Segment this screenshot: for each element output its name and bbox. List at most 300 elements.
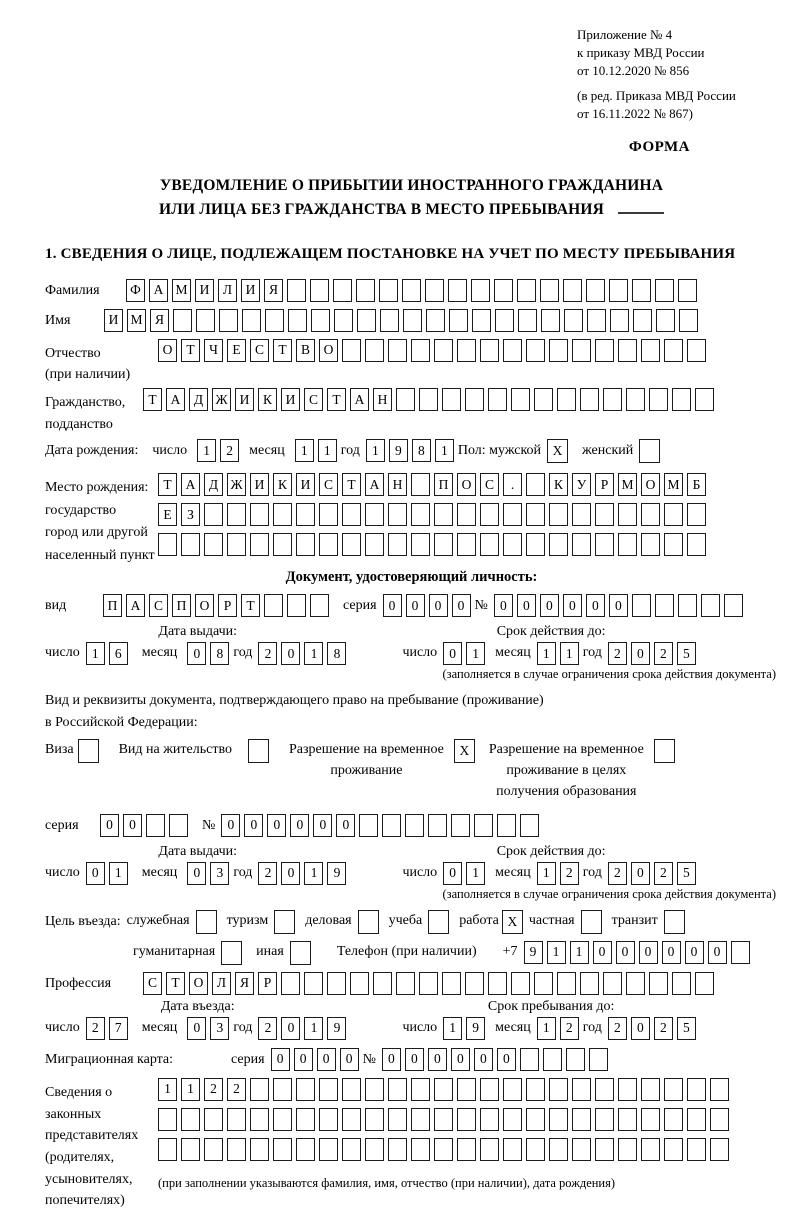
cell-box[interactable]: 8 [412,439,431,462]
cell-box[interactable] [679,309,698,332]
cell-box[interactable]: А [166,388,185,411]
cell-box[interactable]: А [350,388,369,411]
cell-box[interactable] [457,1078,476,1101]
cell-box[interactable]: 2 [258,642,277,665]
cell-box[interactable]: 0 [708,941,727,964]
cell-box[interactable] [319,503,338,526]
cell-box[interactable]: 0 [221,814,240,837]
cell-box[interactable] [411,503,430,526]
cell-box[interactable] [678,594,697,617]
cell-box[interactable] [342,1138,361,1161]
cell-box[interactable] [488,972,507,995]
cell-box[interactable]: 0 [428,1048,447,1071]
cell-box[interactable]: 0 [443,862,462,885]
cell-box[interactable]: 0 [540,594,559,617]
cell-box[interactable] [724,594,743,617]
cell-box[interactable] [595,503,614,526]
cell-box[interactable] [204,1138,223,1161]
cell-box[interactable] [534,388,553,411]
cell-box[interactable] [388,339,407,362]
cell-box[interactable]: 2 [258,1017,277,1040]
cell-box[interactable]: 0 [123,814,142,837]
cell-box[interactable] [356,279,375,302]
cell-box[interactable] [411,533,430,556]
cell-box[interactable] [465,388,484,411]
cell-box[interactable] [319,533,338,556]
cell-box[interactable]: Т [273,339,292,362]
cell-box[interactable]: 1 [435,439,454,462]
cell-box[interactable] [281,972,300,995]
cell-box[interactable] [388,1078,407,1101]
cell-box[interactable] [480,1078,499,1101]
cell-box[interactable] [572,1138,591,1161]
purpose-tourism-checkbox[interactable] [274,910,295,934]
cell-box[interactable]: 0 [317,1048,336,1071]
cell-box[interactable] [664,1078,683,1101]
cell-box[interactable] [219,309,238,332]
cell-box[interactable] [618,533,637,556]
cell-box[interactable]: Б [687,473,706,496]
cell-box[interactable] [520,1048,539,1071]
temp-residence-checkbox[interactable]: X [454,739,475,763]
cell-box[interactable] [342,1078,361,1101]
cell-box[interactable] [388,1138,407,1161]
cell-box[interactable] [419,388,438,411]
cell-box[interactable] [518,309,537,332]
cell-box[interactable]: Л [212,972,231,995]
cell-box[interactable]: 2 [560,862,579,885]
cell-box[interactable]: 1 [197,439,216,462]
cell-box[interactable] [242,309,261,332]
cell-box[interactable]: 8 [327,642,346,665]
cell-box[interactable] [649,972,668,995]
cell-box[interactable] [587,309,606,332]
cell-box[interactable] [296,533,315,556]
cell-box[interactable] [434,339,453,362]
cell-box[interactable] [411,473,430,496]
cell-box[interactable] [710,1138,729,1161]
cell-box[interactable] [603,388,622,411]
cell-box[interactable] [494,279,513,302]
cell-box[interactable] [442,972,461,995]
cell-box[interactable] [586,279,605,302]
cell-box[interactable] [549,1108,568,1131]
cell-box[interactable] [402,279,421,302]
cell-box[interactable] [342,503,361,526]
cell-box[interactable]: С [304,388,323,411]
cell-box[interactable]: С [143,972,162,995]
cell-box[interactable] [169,814,188,837]
cell-box[interactable]: 0 [429,594,448,617]
cell-box[interactable] [434,533,453,556]
cell-box[interactable]: 1 [443,1017,462,1040]
cell-box[interactable] [664,339,683,362]
cell-box[interactable]: 0 [474,1048,493,1071]
cell-box[interactable] [564,309,583,332]
cell-box[interactable] [503,1108,522,1131]
cell-box[interactable] [480,1108,499,1131]
cell-box[interactable]: А [149,279,168,302]
cell-box[interactable]: И [195,279,214,302]
cell-box[interactable] [457,503,476,526]
cell-box[interactable] [411,1108,430,1131]
cell-box[interactable] [580,972,599,995]
cell-box[interactable] [595,1138,614,1161]
cell-box[interactable] [664,503,683,526]
cell-box[interactable] [457,1108,476,1131]
cell-box[interactable] [465,972,484,995]
cell-box[interactable] [633,309,652,332]
cell-box[interactable] [319,1108,338,1131]
cell-box[interactable] [426,309,445,332]
cell-box[interactable]: 9 [524,941,543,964]
cell-box[interactable]: З [181,503,200,526]
cell-box[interactable] [610,309,629,332]
cell-box[interactable] [649,388,668,411]
cell-box[interactable] [641,1078,660,1101]
purpose-study-checkbox[interactable] [428,910,449,934]
cell-box[interactable] [403,309,422,332]
cell-box[interactable] [480,533,499,556]
cell-box[interactable] [695,972,714,995]
cell-box[interactable] [396,388,415,411]
cell-box[interactable] [428,814,447,837]
cell-box[interactable] [541,309,560,332]
cell-box[interactable]: Н [388,473,407,496]
cell-box[interactable] [250,533,269,556]
cell-box[interactable]: М [618,473,637,496]
cell-box[interactable]: О [195,594,214,617]
purpose-other-checkbox[interactable] [290,941,311,965]
cell-box[interactable] [333,279,352,302]
cell-box[interactable] [618,1138,637,1161]
cell-box[interactable] [618,1108,637,1131]
cell-box[interactable] [678,279,697,302]
cell-box[interactable] [618,1078,637,1101]
cell-box[interactable] [572,339,591,362]
cell-box[interactable]: 0 [187,862,206,885]
cell-box[interactable] [319,1138,338,1161]
cell-box[interactable]: Е [227,339,246,362]
cell-box[interactable] [227,1108,246,1131]
cell-box[interactable] [641,339,660,362]
cell-box[interactable] [311,309,330,332]
cell-box[interactable]: И [281,388,300,411]
cell-box[interactable] [480,1138,499,1161]
cell-box[interactable] [204,503,223,526]
cell-box[interactable] [526,339,545,362]
cell-box[interactable] [448,279,467,302]
cell-box[interactable] [287,594,306,617]
cell-box[interactable] [365,1138,384,1161]
cell-box[interactable]: 0 [383,594,402,617]
cell-box[interactable] [664,533,683,556]
cell-box[interactable]: М [172,279,191,302]
cell-box[interactable] [687,1108,706,1131]
cell-box[interactable] [595,339,614,362]
visa-checkbox[interactable] [78,739,99,763]
female-checkbox[interactable] [639,439,660,463]
cell-box[interactable] [357,309,376,332]
cell-box[interactable] [589,1048,608,1071]
cell-box[interactable] [304,972,323,995]
cell-box[interactable]: 0 [662,941,681,964]
cell-box[interactable] [563,279,582,302]
cell-box[interactable] [641,1108,660,1131]
cell-box[interactable]: 2 [608,862,627,885]
cell-box[interactable] [310,279,329,302]
cell-box[interactable]: 0 [593,941,612,964]
cell-box[interactable]: 8 [210,642,229,665]
cell-box[interactable]: М [127,309,146,332]
cell-box[interactable] [503,1078,522,1101]
cell-box[interactable]: 0 [313,814,332,837]
cell-box[interactable]: 9 [327,1017,346,1040]
cell-box[interactable] [287,279,306,302]
cell-box[interactable] [511,388,530,411]
temp-residence-edu-checkbox[interactable] [654,739,675,763]
cell-box[interactable] [557,972,576,995]
cell-box[interactable]: Ч [204,339,223,362]
cell-box[interactable] [296,1078,315,1101]
cell-box[interactable] [296,1108,315,1131]
cell-box[interactable] [457,339,476,362]
cell-box[interactable] [227,1138,246,1161]
cell-box[interactable] [181,1108,200,1131]
cell-box[interactable]: Л [218,279,237,302]
cell-box[interactable]: Ж [212,388,231,411]
cell-box[interactable]: 2 [220,439,239,462]
cell-box[interactable]: 0 [187,1017,206,1040]
cell-box[interactable] [710,1108,729,1131]
cell-box[interactable] [480,339,499,362]
cell-box[interactable] [310,594,329,617]
cell-box[interactable] [442,388,461,411]
cell-box[interactable]: 1 [304,642,323,665]
cell-box[interactable] [526,473,545,496]
cell-box[interactable] [543,1048,562,1071]
cell-box[interactable] [603,972,622,995]
cell-box[interactable] [250,1078,269,1101]
cell-box[interactable] [146,814,165,837]
cell-box[interactable] [425,279,444,302]
cell-box[interactable]: 1 [304,862,323,885]
cell-box[interactable] [350,972,369,995]
cell-box[interactable] [572,503,591,526]
cell-box[interactable] [595,1108,614,1131]
cell-box[interactable]: 2 [654,862,673,885]
cell-box[interactable]: 1 [466,642,485,665]
cell-box[interactable] [471,279,490,302]
cell-box[interactable] [572,533,591,556]
cell-box[interactable] [687,503,706,526]
cell-box[interactable] [687,1078,706,1101]
cell-box[interactable] [379,279,398,302]
cell-box[interactable]: 0 [267,814,286,837]
cell-box[interactable] [457,1138,476,1161]
cell-box[interactable] [449,309,468,332]
cell-box[interactable]: 2 [608,642,627,665]
cell-box[interactable] [273,503,292,526]
cell-box[interactable]: У [572,473,591,496]
cell-box[interactable]: Ф [126,279,145,302]
cell-box[interactable]: П [434,473,453,496]
cell-box[interactable] [549,1138,568,1161]
cell-box[interactable] [656,309,675,332]
cell-box[interactable] [411,339,430,362]
cell-box[interactable] [396,972,415,995]
cell-box[interactable] [526,1078,545,1101]
cell-box[interactable]: 0 [382,1048,401,1071]
cell-box[interactable] [181,1138,200,1161]
cell-box[interactable]: 5 [677,642,696,665]
cell-box[interactable] [540,279,559,302]
cell-box[interactable]: 1 [318,439,337,462]
cell-box[interactable] [411,1078,430,1101]
cell-box[interactable] [365,533,384,556]
cell-box[interactable]: Д [204,473,223,496]
cell-box[interactable] [273,1108,292,1131]
cell-box[interactable] [526,1138,545,1161]
cell-box[interactable] [687,339,706,362]
cell-box[interactable]: 2 [204,1078,223,1101]
cell-box[interactable]: 1 [537,1017,556,1040]
cell-box[interactable]: Я [264,279,283,302]
cell-box[interactable] [451,814,470,837]
cell-box[interactable]: 0 [494,594,513,617]
cell-box[interactable] [618,503,637,526]
purpose-private-checkbox[interactable] [581,910,602,934]
cell-box[interactable]: С [480,473,499,496]
cell-box[interactable] [196,309,215,332]
cell-box[interactable] [273,533,292,556]
cell-box[interactable] [365,1108,384,1131]
cell-box[interactable]: 2 [654,642,673,665]
cell-box[interactable] [580,388,599,411]
cell-box[interactable] [672,388,691,411]
cell-box[interactable]: 0 [271,1048,290,1071]
cell-box[interactable] [342,339,361,362]
cell-box[interactable] [480,503,499,526]
cell-box[interactable]: 0 [86,862,105,885]
cell-box[interactable] [380,309,399,332]
cell-box[interactable] [250,503,269,526]
cell-box[interactable] [503,1138,522,1161]
cell-box[interactable]: 0 [563,594,582,617]
cell-box[interactable] [227,503,246,526]
cell-box[interactable]: 0 [290,814,309,837]
cell-box[interactable] [288,309,307,332]
cell-box[interactable] [434,1138,453,1161]
cell-box[interactable]: 0 [685,941,704,964]
cell-box[interactable]: . [503,473,522,496]
cell-box[interactable]: 9 [389,439,408,462]
cell-box[interactable]: 0 [187,642,206,665]
cell-box[interactable]: 0 [631,1017,650,1040]
cell-box[interactable]: А [126,594,145,617]
cell-box[interactable] [227,533,246,556]
cell-box[interactable]: С [250,339,269,362]
cell-box[interactable] [572,1078,591,1101]
male-checkbox[interactable]: X [547,439,568,463]
cell-box[interactable]: И [296,473,315,496]
cell-box[interactable]: 0 [340,1048,359,1071]
cell-box[interactable]: 0 [244,814,263,837]
cell-box[interactable]: 1 [304,1017,323,1040]
cell-box[interactable] [388,503,407,526]
cell-box[interactable] [641,1138,660,1161]
cell-box[interactable] [359,814,378,837]
cell-box[interactable] [618,339,637,362]
cell-box[interactable]: Т [166,972,185,995]
cell-box[interactable] [474,814,493,837]
cell-box[interactable] [687,533,706,556]
cell-box[interactable] [457,533,476,556]
cell-box[interactable]: 0 [517,594,536,617]
cell-box[interactable] [405,814,424,837]
cell-box[interactable]: 1 [560,642,579,665]
cell-box[interactable] [334,309,353,332]
cell-box[interactable]: 0 [100,814,119,837]
cell-box[interactable] [273,1138,292,1161]
cell-box[interactable]: 0 [443,642,462,665]
cell-box[interactable] [434,1108,453,1131]
cell-box[interactable] [641,533,660,556]
cell-box[interactable] [265,309,284,332]
cell-box[interactable]: И [235,388,254,411]
cell-box[interactable]: 0 [609,594,628,617]
cell-box[interactable]: Р [258,972,277,995]
cell-box[interactable] [388,533,407,556]
cell-box[interactable]: 0 [452,594,471,617]
cell-box[interactable]: 0 [281,1017,300,1040]
cell-box[interactable] [503,339,522,362]
cell-box[interactable] [595,533,614,556]
cell-box[interactable] [549,339,568,362]
cell-box[interactable] [365,1078,384,1101]
cell-box[interactable]: 0 [497,1048,516,1071]
cell-box[interactable]: Д [189,388,208,411]
cell-box[interactable]: А [181,473,200,496]
cell-box[interactable]: 0 [616,941,635,964]
cell-box[interactable] [731,941,750,964]
cell-box[interactable] [158,1138,177,1161]
cell-box[interactable] [609,279,628,302]
cell-box[interactable] [388,1108,407,1131]
purpose-official-checkbox[interactable] [196,910,217,934]
purpose-work-checkbox[interactable]: X [502,910,523,934]
cell-box[interactable]: О [641,473,660,496]
cell-box[interactable] [503,503,522,526]
cell-box[interactable]: 1 [366,439,385,462]
cell-box[interactable]: 1 [466,862,485,885]
cell-box[interactable] [626,972,645,995]
cell-box[interactable] [365,503,384,526]
cell-box[interactable] [204,1108,223,1131]
cell-box[interactable]: О [189,972,208,995]
cell-box[interactable] [250,1138,269,1161]
cell-box[interactable]: 0 [294,1048,313,1071]
cell-box[interactable]: 2 [86,1017,105,1040]
cell-box[interactable] [503,533,522,556]
cell-box[interactable]: И [241,279,260,302]
cell-box[interactable] [687,1138,706,1161]
cell-box[interactable] [204,533,223,556]
cell-box[interactable]: Р [595,473,614,496]
cell-box[interactable]: 0 [336,814,355,837]
cell-box[interactable]: И [250,473,269,496]
cell-box[interactable] [526,503,545,526]
